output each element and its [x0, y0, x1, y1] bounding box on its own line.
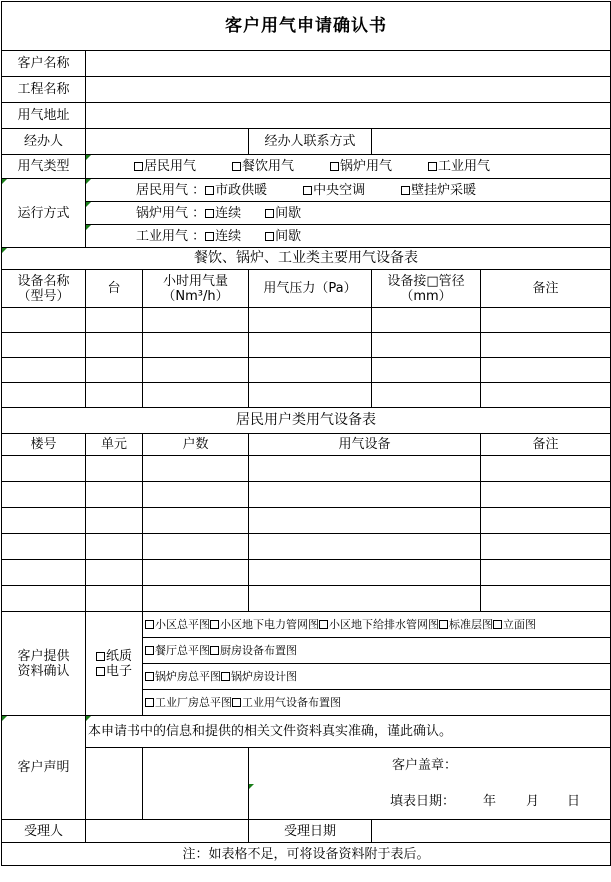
- table-cell[interactable]: [372, 383, 481, 408]
- table-cell[interactable]: [481, 358, 611, 383]
- table-cell[interactable]: [86, 383, 143, 408]
- documents-row-industrial: [143, 690, 611, 716]
- col-model-line1: 设备名称: [17, 273, 70, 289]
- option-label: 连续: [215, 228, 242, 244]
- declaration-blank: [86, 784, 143, 820]
- table-cell[interactable]: [86, 534, 143, 560]
- gas-type-option-industrial[interactable]: [428, 159, 490, 174]
- operation-residential-row: [86, 179, 611, 202]
- residential-table-title: 居民用户类用气设备表: [2, 408, 611, 434]
- table-cell[interactable]: [481, 333, 611, 358]
- receive-date-label: 受理日期: [249, 820, 372, 843]
- date-label: 填表日期：: [390, 793, 456, 809]
- doc-option[interactable]: [232, 696, 341, 709]
- table-row: [2, 383, 611, 408]
- table-cell[interactable]: [143, 333, 249, 358]
- col-flow-header: [143, 270, 249, 308]
- option-label: 锅炉房设计图: [231, 670, 297, 683]
- table-cell[interactable]: [481, 508, 611, 534]
- commercial-table-title: 餐饮、锅炉、工业类主要用气设备表: [2, 248, 611, 270]
- doc-option[interactable]: [145, 618, 210, 631]
- col-households-header: 户数: [143, 434, 249, 456]
- table-row: [2, 482, 611, 508]
- gas-type-option-catering[interactable]: [232, 159, 330, 174]
- checkbox-icon[interactable]: [439, 620, 448, 629]
- checkbox-icon[interactable]: [205, 209, 214, 218]
- gas-type-option-residential[interactable]: [134, 159, 232, 174]
- table-cell[interactable]: [249, 333, 372, 358]
- handler-label: 经办人: [2, 129, 86, 155]
- option-label: 居民用气: [144, 159, 197, 174]
- col-flow-line2: （Nm³/h）: [162, 288, 229, 304]
- checkbox-icon[interactable]: [145, 672, 154, 681]
- table-cell[interactable]: [249, 383, 372, 408]
- checkbox-icon[interactable]: [96, 652, 105, 661]
- option-label: 小区地下电力管网图: [220, 618, 319, 631]
- option-industrial-intermittent[interactable]: [265, 229, 301, 244]
- col-building-header: 楼号: [2, 434, 86, 456]
- table-row: [2, 456, 611, 482]
- option-label: 餐厅总平图: [155, 644, 210, 657]
- option-label: 工业用气: [438, 159, 491, 174]
- table-cell[interactable]: [86, 560, 143, 586]
- table-cell[interactable]: [481, 560, 611, 586]
- doc-option[interactable]: [221, 670, 297, 683]
- handler-field[interactable]: [86, 129, 249, 155]
- table-cell[interactable]: [143, 586, 249, 612]
- col-model-header: [2, 270, 86, 308]
- option-wall-boiler[interactable]: [401, 183, 476, 198]
- table-cell[interactable]: [249, 586, 481, 612]
- doc-option[interactable]: [145, 696, 232, 709]
- option-label: 标准层图: [449, 618, 493, 631]
- table-row: [2, 534, 611, 560]
- option-municipal-heating[interactable]: [205, 183, 303, 198]
- documents-row-residential: [143, 612, 611, 638]
- option-label: 小区地下给排水管网图: [329, 618, 439, 631]
- table-cell[interactable]: [86, 333, 143, 358]
- declaration-label: 客户声明: [2, 716, 86, 820]
- table-cell[interactable]: [481, 456, 611, 482]
- checkbox-icon[interactable]: [330, 162, 339, 171]
- table-cell[interactable]: [2, 560, 86, 586]
- table-cell[interactable]: [143, 308, 249, 333]
- option-label: 厨房设备布置图: [220, 644, 297, 657]
- option-industrial-continuous[interactable]: [205, 229, 265, 244]
- declaration-text: 本申请书中的信息和提供的相关文件资料真实准确，谨此确认。: [86, 716, 611, 748]
- table-cell[interactable]: [2, 534, 86, 560]
- declaration-blank: [143, 748, 249, 784]
- col-unit-header: 单元: [86, 434, 143, 456]
- table-cell[interactable]: [2, 508, 86, 534]
- table-cell[interactable]: [249, 534, 481, 560]
- documents-format: [86, 612, 143, 716]
- gas-type-option-boiler[interactable]: [330, 159, 428, 174]
- option-label: 间歇: [275, 205, 302, 221]
- table-cell[interactable]: [143, 358, 249, 383]
- option-label: 壁挂炉采暖: [411, 182, 477, 198]
- doc-option[interactable]: [145, 644, 210, 657]
- checkbox-icon[interactable]: [232, 162, 241, 171]
- boiler-operation-label: 锅炉用气 ：: [136, 205, 206, 221]
- table-cell[interactable]: [2, 586, 86, 612]
- table-cell[interactable]: [143, 560, 249, 586]
- checkbox-icon[interactable]: [145, 646, 154, 655]
- col-remark-header: 备注: [481, 434, 611, 456]
- table-cell[interactable]: [481, 586, 611, 612]
- option-label: 纸质: [105, 648, 132, 664]
- option-label: 电子: [105, 663, 132, 679]
- checkbox-icon[interactable]: [210, 620, 219, 629]
- handler-contact-field[interactable]: [372, 129, 611, 155]
- table-cell[interactable]: [372, 308, 481, 333]
- checkbox-icon[interactable]: [428, 162, 437, 171]
- table-cell[interactable]: [143, 383, 249, 408]
- table-cell[interactable]: [143, 534, 249, 560]
- table-cell[interactable]: [2, 333, 86, 358]
- checkbox-icon[interactable]: [145, 620, 154, 629]
- fill-date[interactable]: [249, 784, 611, 820]
- table-cell[interactable]: [481, 534, 611, 560]
- form-table: [1, 1, 611, 866]
- checkbox-icon[interactable]: [210, 646, 219, 655]
- table-cell[interactable]: [143, 456, 249, 482]
- receiver-label: 受理人: [2, 820, 86, 843]
- table-row: [2, 333, 611, 358]
- gas-address-label: 用气地址: [2, 103, 86, 129]
- table-cell[interactable]: [249, 560, 481, 586]
- checkbox-icon[interactable]: [493, 620, 502, 629]
- day-label: 日: [567, 793, 581, 809]
- project-name-label: 工程名称: [2, 77, 86, 103]
- col-pressure-header: 用气压力（Pa）: [249, 270, 372, 308]
- declaration-blank: [86, 748, 143, 784]
- option-label: 小区总平图: [155, 618, 210, 631]
- option-label: 餐饮用气: [242, 159, 295, 174]
- format-electronic-option[interactable]: [86, 664, 142, 679]
- documents-label: [2, 612, 86, 716]
- table-cell[interactable]: [86, 308, 143, 333]
- col-units-header: 台: [86, 270, 143, 308]
- table-cell[interactable]: [249, 308, 372, 333]
- operation-industrial-row: [86, 225, 611, 248]
- gas-address-field[interactable]: [86, 103, 611, 129]
- table-cell[interactable]: [2, 383, 86, 408]
- residential-operation-label: 居民用气 ：: [136, 182, 206, 198]
- operation-mode-label: 运行方式: [2, 179, 86, 248]
- option-label: 工业用气设备布置图: [242, 696, 341, 709]
- option-label: 工业厂房总平图: [155, 696, 232, 709]
- table-row: [2, 560, 611, 586]
- col-model-line2: （型号）: [17, 288, 70, 304]
- doc-option[interactable]: [439, 618, 493, 631]
- receiver-field[interactable]: [86, 820, 249, 843]
- table-cell[interactable]: [2, 308, 86, 333]
- month-label: 月: [526, 793, 540, 809]
- table-cell[interactable]: [249, 456, 481, 482]
- footer-note: 注：如表格不足，可将设备资料附于表后。: [2, 843, 611, 866]
- industrial-operation-label: 工业用气 ：: [136, 228, 206, 244]
- option-boiler-intermittent[interactable]: [265, 206, 301, 221]
- table-cell[interactable]: [249, 508, 481, 534]
- table-cell[interactable]: [2, 456, 86, 482]
- customer-seal[interactable]: [249, 748, 611, 784]
- doc-option[interactable]: [210, 618, 319, 631]
- gas-type-options: [86, 155, 611, 179]
- documents-row-catering: [143, 638, 611, 664]
- col-pipe-line2: （mm）: [400, 288, 452, 304]
- seal-label: 客户盖章：: [392, 758, 458, 774]
- table-row: [2, 586, 611, 612]
- receive-date-field[interactable]: [372, 820, 611, 843]
- doc-option[interactable]: [145, 670, 221, 683]
- table-cell[interactable]: [481, 482, 611, 508]
- col-equipment-header: 用气设备: [249, 434, 481, 456]
- option-label: 立面图: [503, 618, 536, 631]
- checkbox-icon[interactable]: [145, 698, 154, 707]
- table-cell[interactable]: [372, 333, 481, 358]
- option-central-ac[interactable]: [303, 183, 401, 198]
- table-cell[interactable]: [481, 383, 611, 408]
- documents-label-line1: 客户提供: [17, 648, 70, 664]
- declaration-blank: [143, 784, 249, 820]
- option-label: 连续: [215, 205, 242, 221]
- table-cell[interactable]: [86, 508, 143, 534]
- documents-label-line2: 资料确认: [17, 663, 70, 679]
- option-label: 锅炉用气: [340, 159, 393, 174]
- col-pipe-header: [372, 270, 481, 308]
- checkbox-icon[interactable]: [96, 667, 105, 676]
- checkbox-icon[interactable]: [265, 209, 274, 218]
- checkbox-icon[interactable]: [205, 232, 214, 241]
- table-row: [2, 308, 611, 333]
- operation-boiler-row: [86, 202, 611, 225]
- table-cell[interactable]: [86, 358, 143, 383]
- option-label: 锅炉房总平图: [155, 670, 221, 683]
- table-cell[interactable]: [249, 358, 372, 383]
- doc-option[interactable]: [319, 618, 439, 631]
- col-flow-line1: 小时用气量: [162, 273, 228, 289]
- checkbox-icon[interactable]: [319, 620, 328, 629]
- checkbox-icon[interactable]: [401, 186, 410, 195]
- checkbox-icon[interactable]: [232, 698, 241, 707]
- customer-name-field[interactable]: [86, 51, 611, 77]
- checkbox-icon[interactable]: [303, 186, 312, 195]
- handler-contact-label: 经办人联系方式: [249, 129, 372, 155]
- application-form: [0, 1, 611, 882]
- gas-type-label: 用气类型: [2, 155, 86, 179]
- table-cell[interactable]: [143, 482, 249, 508]
- customer-name-label: 客户名称: [2, 51, 86, 77]
- table-cell[interactable]: [2, 358, 86, 383]
- option-boiler-continuous[interactable]: [205, 206, 265, 221]
- format-paper-option[interactable]: [86, 649, 142, 664]
- doc-option[interactable]: [493, 618, 536, 631]
- form-title: 客户用气申请确认书: [2, 2, 611, 51]
- documents-row-boiler: [143, 664, 611, 690]
- table-row: [2, 358, 611, 383]
- col-pipe-line1: 设备接□管径: [387, 273, 465, 289]
- checkbox-icon[interactable]: [221, 672, 230, 681]
- table-cell[interactable]: [86, 482, 143, 508]
- table-cell[interactable]: [86, 586, 143, 612]
- project-name-field[interactable]: [86, 77, 611, 103]
- table-row: [2, 508, 611, 534]
- option-label: 间歇: [275, 228, 302, 244]
- checkbox-icon[interactable]: [205, 186, 214, 195]
- table-cell[interactable]: [143, 508, 249, 534]
- table-cell[interactable]: [481, 308, 611, 333]
- year-label: 年: [483, 793, 497, 809]
- col-remark-header: 备注: [481, 270, 611, 308]
- option-label: 市政供暖: [215, 182, 268, 198]
- checkbox-icon[interactable]: [265, 232, 274, 241]
- checkbox-icon[interactable]: [134, 162, 143, 171]
- table-cell[interactable]: [86, 456, 143, 482]
- option-label: 中央空调: [313, 182, 366, 198]
- doc-option[interactable]: [210, 644, 297, 657]
- table-cell[interactable]: [2, 482, 86, 508]
- table-cell[interactable]: [372, 358, 481, 383]
- table-cell[interactable]: [249, 482, 481, 508]
